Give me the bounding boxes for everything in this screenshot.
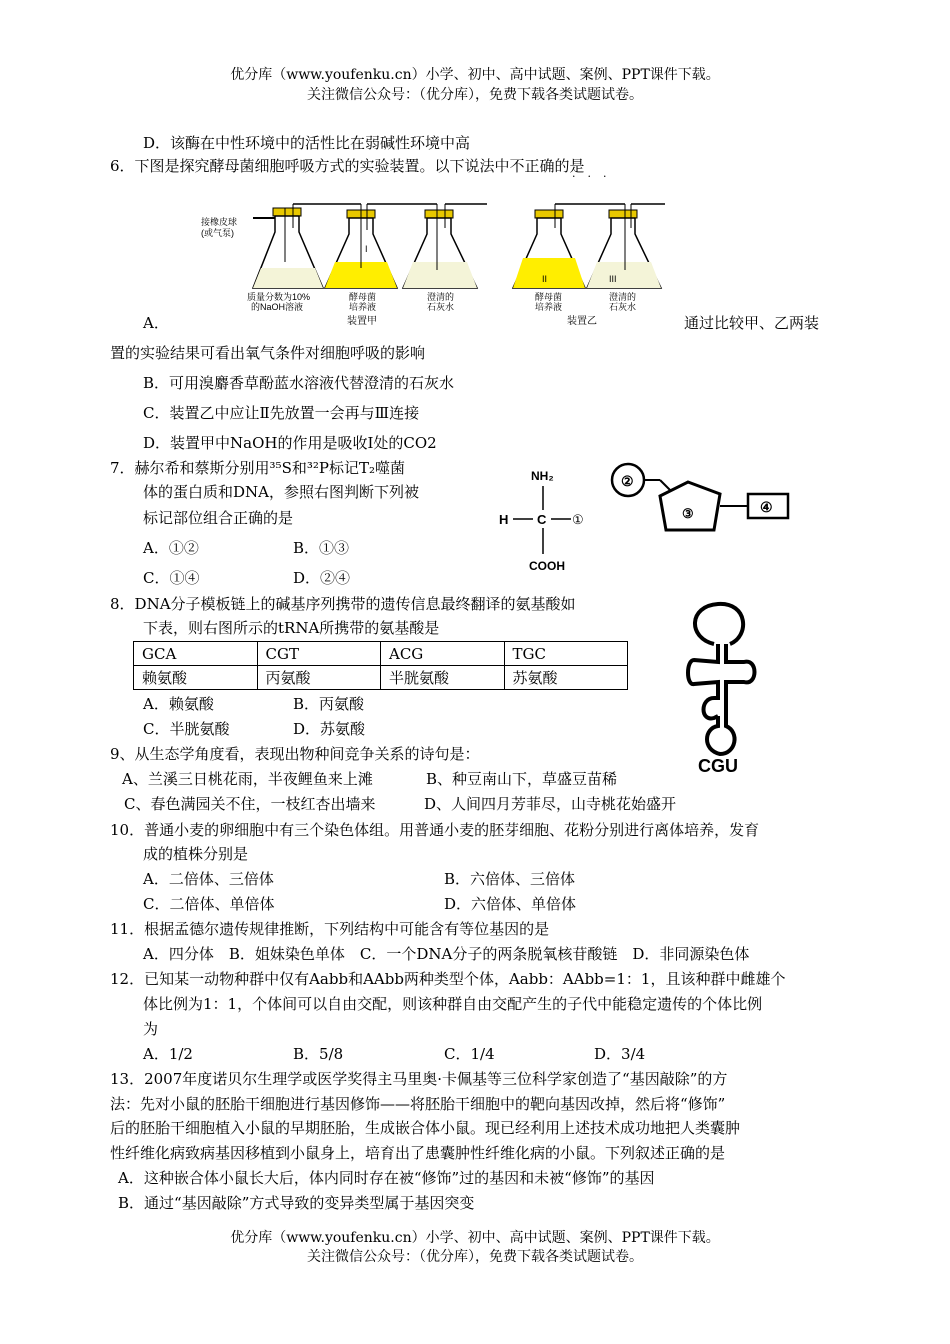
q12-stem-3: 为 xyxy=(143,1020,159,1038)
q12-stem-1: 12．已知某一动物种群中仅有Aabb和AAbb两种类型个体，Aabb：AAbb=1：1，且该种群中雌雄个 xyxy=(110,970,786,988)
q9-stem: 9、从生态学角度看，表现出物种间竞争关系的诗句是： xyxy=(110,745,480,763)
amino-acid-cell: 苏氨酸 xyxy=(504,666,628,690)
q8-option-c: C．半胱氨酸 xyxy=(143,720,230,738)
q13-option-b: B．通过“基因敲除”方式导致的变异类型属于基因突变 xyxy=(118,1194,475,1212)
q8-option-a: A．赖氨酸 xyxy=(143,695,214,713)
amino-acid-cell: 丙氨酸 xyxy=(257,666,381,690)
q7-stem-2: 体的蛋白质和DNA，参照右图判断下列被 xyxy=(143,483,419,501)
lime-label-III-2: 石灰水 xyxy=(609,302,637,312)
q13-option-a: A．这种嵌合体小鼠长大后，体内同时存在被“修饰”过的基因和未被“修饰”的基因 xyxy=(118,1169,655,1187)
footer-line-2: 关注微信公众号：（优分库），免费下载各类试题试卷。 xyxy=(307,1249,643,1265)
lime-label-1: 澄清的 xyxy=(427,292,455,302)
q10-option-a: A．二倍体、三倍体 xyxy=(143,870,274,888)
codon-row xyxy=(134,642,628,666)
codon-cell: GCA xyxy=(134,642,258,666)
q8-stem-2: 下表，则右图所示的tRNA所携带的氨基酸是 xyxy=(143,619,440,637)
amino-acid-row xyxy=(134,666,628,690)
q6-option-c: C．装置乙中应让Ⅱ先放置一会再与Ⅲ连接 xyxy=(143,404,420,422)
q6-option-a-cont: 置的实验结果可看出氧气条件对细胞呼吸的影响 xyxy=(110,344,426,362)
q7-stem-3: 标记部位组合正确的是 xyxy=(143,509,294,527)
q6-option-b: B．可用溴麝香草酚蓝水溶液代替澄清的石灰水 xyxy=(143,374,455,392)
yeast-label-II-2: 培养液 xyxy=(535,302,563,312)
q9-option-d: D、人间四月芳菲尽，山寺桃花始盛开 xyxy=(424,795,677,813)
q10-option-c: C．二倍体、单倍体 xyxy=(143,895,275,913)
marker-II: II xyxy=(542,274,548,284)
q12-option-c: C．1/4 xyxy=(444,1045,495,1063)
device-jia-label: 装置甲 xyxy=(347,316,377,327)
q6-option-d: D．装置甲中NaOH的作用是吸收Ⅰ处的CO2 xyxy=(143,434,437,452)
nh2-label: NH₂ xyxy=(531,469,554,483)
q7-option-d: D．②④ xyxy=(293,569,351,587)
naoh-label-1: 质量分数为10% xyxy=(247,292,311,302)
q7-option-a: A．①② xyxy=(143,539,199,557)
q7-amino-acid-figure xyxy=(495,462,595,578)
flask-yeast-I xyxy=(325,204,397,288)
yeast-label-2: 培养液 xyxy=(349,302,377,312)
flask-limewater-jia xyxy=(403,204,477,288)
q6-pump-label-1: 接橡皮球 xyxy=(201,217,238,227)
device-yi-label: 装置乙 xyxy=(567,316,597,327)
q6-option-a-tail: 通过比较甲、乙两装 xyxy=(684,314,820,332)
q13-stem-2: 法：先对小鼠的胚胎干细胞进行基因修饰——将胚胎干细胞中的靶向基因改掉，然后将“修饰” xyxy=(110,1095,726,1113)
q7-option-b: B．①③ xyxy=(293,539,350,557)
flask-limewater-III xyxy=(587,204,661,288)
marker-III: III xyxy=(609,274,617,284)
q12-stem-2: 体比例为1：1，个体间可以自由交配，则该种群自由交配产生的子代中能稳定遗传的个体比例 xyxy=(143,995,763,1013)
q10-stem-2: 成的植株分别是 xyxy=(143,845,249,863)
q12-option-b: B．5/8 xyxy=(293,1045,344,1063)
q10-option-b: B．六倍体、三倍体 xyxy=(444,870,576,888)
marker-I: I xyxy=(365,244,368,254)
q10-stem-1: 10．普通小麦的卵细胞中有三个染色体组。用普通小麦的胚芽细胞、花粉分别进行离体培养，发育 xyxy=(110,821,760,839)
mark-1: ① xyxy=(572,512,584,527)
q8-codon-table xyxy=(133,641,628,690)
footer-line-1: 优分库（www.youfenku.cn）小学、初中、高中试题、案例、PPT课件下载。 xyxy=(230,1230,720,1246)
anticodon-label: CGU xyxy=(698,756,738,776)
codon-cell: ACG xyxy=(381,642,505,666)
q6-option-a-prefix: A． xyxy=(143,314,169,332)
header-line-2: 关注微信公众号：（优分库），免费下载各类试题试卷。 xyxy=(307,87,643,103)
codon-cell: CGT xyxy=(257,642,381,666)
q8-option-b: B．丙氨酸 xyxy=(293,695,365,713)
q13-stem-4: 性纤维化病致病基因移植到小鼠身上，培育出了患囊肿性纤维化病的小鼠。下列叙述正确的是 xyxy=(110,1144,726,1162)
q6-apparatus-figure xyxy=(195,198,670,330)
mark-4: ④ xyxy=(760,499,773,515)
amino-acid-cell: 半胱氨酸 xyxy=(381,666,505,690)
header-line-1: 优分库（www.youfenku.cn）小学、初中、高中试题、案例、PPT课件下载。 xyxy=(230,67,720,83)
yeast-label-1: 酵母菌 xyxy=(349,292,377,302)
cooh-label: COOH xyxy=(529,559,565,573)
q9-option-c: C、春色满园关不住，一枝红杏出墙来 xyxy=(124,795,376,813)
lime-label-III-1: 澄清的 xyxy=(609,292,637,302)
q5-option-d: D．该酶在中性环境中的活性比在弱碱性环境中高 xyxy=(143,134,471,152)
q12-option-a: A．1/2 xyxy=(143,1045,193,1063)
q12-option-d: D．3/4 xyxy=(594,1045,646,1063)
q7-option-c: C．①④ xyxy=(143,569,200,587)
q11-stem: 11．根据孟德尔遗传规律推断，下列结构中可能含有等位基因的是 xyxy=(110,920,550,938)
naoh-label-2: 的NaOH溶液 xyxy=(251,302,304,312)
lime-label-2: 石灰水 xyxy=(427,302,455,312)
q7-nucleotide-figure xyxy=(608,460,798,540)
q6-stem: 6．下图是探究酵母菌细胞呼吸方式的实验装置。以下说法中不正确的是 xyxy=(110,157,585,175)
q8-stem-1: 8．DNA分子模板链上的碱基序列携带的遗传信息最终翻译的氨基酸如 xyxy=(110,595,576,613)
c-label: C xyxy=(537,512,547,527)
flask-naoh xyxy=(253,208,323,288)
q8-trna-figure xyxy=(678,598,778,778)
yeast-label-II-1: 酵母菌 xyxy=(535,292,563,302)
q13-stem-3: 后的胚胎干细胞植入小鼠的早期胚胎，生成嵌合体小鼠。现已经利用上述技术成功地把人类囊肿 xyxy=(110,1119,741,1137)
q7-stem-1: 7．赫尔希和蔡斯分别用³⁵S和³²P标记T₂噬菌 xyxy=(110,459,405,477)
q9-option-b: B、种豆南山下，草盛豆苗稀 xyxy=(426,770,618,788)
q6-pump-label-2: (或气泵) xyxy=(201,228,234,238)
flask-yeast-II xyxy=(513,210,585,288)
q6-emphasis-dots: ··· xyxy=(572,170,619,183)
h-label: H xyxy=(499,512,509,527)
q13-stem-1: 13．2007年度诺贝尔生理学或医学奖得主马里奥·卡佩基等三位科学家创造了“基因敲除”的方 xyxy=(110,1070,728,1088)
q9-option-a: A、兰溪三日桃花雨，半夜鲤鱼来上滩 xyxy=(122,770,373,788)
q11-options: A．四分体 B．姐妹染色单体 C．一个DNA分子的两条脱氧核苷酸链 D．非同源染色体 xyxy=(143,945,750,963)
q8-option-d: D．苏氨酸 xyxy=(293,720,366,738)
codon-cell: TGC xyxy=(504,642,628,666)
amino-acid-cell: 赖氨酸 xyxy=(134,666,258,690)
mark-3: ③ xyxy=(682,506,694,521)
q10-option-d: D．六倍体、单倍体 xyxy=(444,895,577,913)
mark-2: ② xyxy=(621,473,634,489)
